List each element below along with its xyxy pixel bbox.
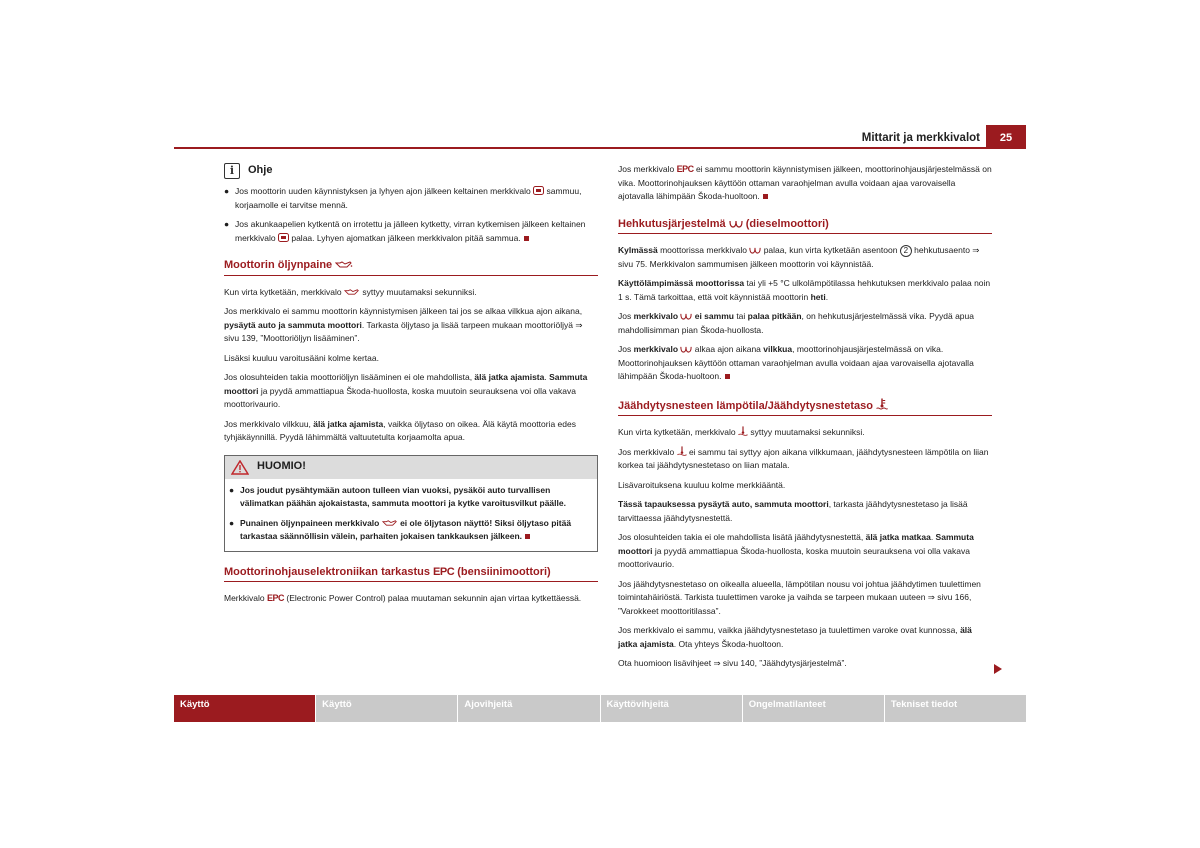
- left-column: [224, 163, 598, 612]
- note-bullet-2: ● Jos akunkaapelien kytkentä on irrotettu ja jälleen kytketty, virran kytkemisen jälkeen keltainen merkkivalo palaa. Lyhyen ajomatkan jälkeen merkkivalon pitää sammua.: [224, 219, 586, 243]
- glow-plug-icon: [680, 313, 692, 320]
- coolant-temperature-icon: [876, 398, 888, 410]
- info-icon: i: [224, 163, 240, 179]
- oil-p5: Jos merkkivalo vilkkuu, älä jatka ajamista, vaikka öljytaso on oikea. Älä käytä moottoria edes tyhjäkäynnillä. Pyydä lähimmältä valtuutetulta korjaamolta apua.: [224, 418, 576, 442]
- page-header: [174, 125, 1026, 149]
- epc-p1: Merkkivalo EPC (Electronic Power Control) palaa muutaman sekunnin ajan virtaa kytkettäessä.: [224, 593, 582, 603]
- oil-p4: Jos olosuhteiden takia moottoriöljyn lisääminen ei ole mahdollista, älä jatka ajamista. Sammuta moottori ja pyydä ammattiapua Škoda-huollosta, koska muutoin seurauksena voi olla vakava moottorivaurio.: [224, 372, 588, 409]
- glow-p3: Jos merkkivalo ei sammu tai palaa pitkään, on hehkutusjärjestelmässä vika. Pyydä apua mahdollisimman pian Škoda-huollosta.: [618, 311, 974, 335]
- oil-can-icon: [335, 260, 353, 269]
- oil-can-icon: [344, 288, 360, 296]
- glow-heading: Hehkutusjärjestelmä (dieselmoottori): [618, 218, 992, 235]
- warning-header: [225, 456, 597, 479]
- right-column: [618, 163, 992, 677]
- nav-tab-kayttovihjeita[interactable]: Käyttövihjeitä: [601, 695, 742, 722]
- coolant-heading: Jäähdytysnesteen lämpötila/Jäähdytysnestetaso: [618, 398, 992, 417]
- engine-warning-icon: [533, 186, 544, 195]
- coolant-p7: Jos merkkivalo ei sammu, vaikka jäähdytysnestetaso ja tuulettimen varoke ovat kunnossa, älä jatka ajamista. Ota yhteys Škoda-huoltoon.: [618, 625, 972, 649]
- note-label: Ohje: [248, 164, 273, 177]
- glow-p1: Kylmässä moottorissa merkkivalo palaa, kun virta kytketään asentoon 2 hehkutusaento ⇒ sivu 75. Merkkivalon sammumisen jälkeen moottorin voi käynnistää.: [618, 245, 980, 269]
- nav-tab-kaytto[interactable]: Käyttö: [316, 695, 457, 722]
- coolant-temperature-icon: [677, 446, 687, 456]
- oil-pressure-heading: Moottorin öljynpaine: [224, 259, 598, 276]
- end-mark: [725, 374, 730, 379]
- coolant-p8: Ota huomioon lisävihjeet ⇒ sivu 140, ”Jäähdytysjärjestelmä”.: [618, 658, 847, 668]
- glow-plug-icon: [729, 220, 743, 228]
- warning-bullet-1: ● Jos joudut pysähtymään autoon tulleen vian vuoksi, pysäköi auto turvallisen välimatkan päähän ajokaistasta, sammuta moottori ja kytke varoitusvilkut päälle.: [229, 484, 566, 508]
- glow-p4: Jos merkkivalo alkaa ajon aikana vilkkua, moottorinohjausjärjestelmässä on vika. Moottorinohjauksen käyttöön ottaman varaohjelman avulla voidaan ajaa varovaisella ajotavalla lähimpään Škoda-huoltoon.: [618, 344, 974, 381]
- epc-heading: Moottorinohjauselektroniikan tarkastus EPC (bensiinimoottori): [224, 566, 598, 583]
- epc-continued: Jos merkkivalo EPC ei sammu moottorin käynnistymisen jälkeen, moottorinohjausjärjestelmässä on vika. Moottorinohjauksen käyttöön ottaman varaohjelman avulla voidaan ajaa varovaisella ajotavalla lähimpään Škoda-huoltoon.: [618, 164, 992, 201]
- end-mark: [525, 534, 530, 539]
- epc-icon: EPC: [266, 593, 284, 603]
- glow-plug-icon: [749, 247, 761, 254]
- chapter-nav: [174, 695, 1026, 722]
- coolant-p5: Jos olosuhteiden takia ei ole mahdollista lisätä jäähdytysnestettä, älä jatka matkaa. Sammuta moottori ja pyydä ammattiapua Škoda-huollosta, koska muutoin seurauksena voi olla vakava moottorivaurio.: [618, 532, 974, 569]
- oil-p2: Jos merkkivalo ei sammu moottorin käynnistymisen jälkeen tai jos se alkaa vilkkua ajon aikana, pysäytä auto ja sammuta moottori. Tarkasta öljytaso ja lisää tarpeen mukaan moottoriöljyä ⇒ sivu 139, ”Moottoriöljyn lisääminen”.: [224, 306, 583, 343]
- next-page-arrow-icon[interactable]: [994, 664, 1002, 674]
- oil-can-icon: [382, 519, 398, 527]
- epc-icon: EPC: [676, 164, 694, 174]
- header-rule: [174, 147, 1026, 149]
- coolant-p3: Lisävaroituksena kuuluu kolme merkkiääntä.: [618, 479, 786, 490]
- coolant-p1: Kun virta kytketään, merkkivalo syttyy muutamaksi sekunniksi.: [618, 427, 865, 437]
- oil-p3: Lisäksi kuuluu varoitusääni kolme kertaa.: [224, 352, 379, 363]
- nav-tab-kaytto-active[interactable]: Käyttö: [174, 695, 315, 722]
- end-mark: [524, 236, 529, 241]
- coolant-temperature-icon: [738, 426, 748, 436]
- page-number: 25: [986, 125, 1026, 149]
- oil-p1: Kun virta kytketään, merkkivalo syttyy muutamaksi sekunniksi.: [224, 286, 477, 297]
- glow-p2: Käyttölämpimässä moottorissa tai yli +5 °C ulkolämpötilassa hehkutuksen merkkivalo palaa noin 1 s. Tämä tarkoittaa, että voit käynnistää moottorin heti.: [618, 278, 991, 302]
- note-bullet-1: ● Jos moottorin uuden käynnistyksen ja lyhyen ajon jälkeen keltainen merkkivalo sammuu, korjaamolle ei tarvitse mennä.: [224, 186, 582, 210]
- nav-tab-ajovihjeita[interactable]: Ajovihjeitä: [458, 695, 599, 722]
- warning-triangle-icon: [231, 460, 249, 475]
- section-title: Mittarit ja merkkivalot: [861, 132, 980, 144]
- coolant-p4: Tässä tapauksessa pysäytä auto, sammuta moottori, tarkasta jäähdytysnestetaso ja lisää tarvittaessa jäähdytysnestettä.: [618, 499, 968, 523]
- warning-bullet-2: ● Punainen öljynpaineen merkkivalo ei ole öljytason näyttö! Siksi öljytaso pitää tarkastaa säännöllisin välein, parhaiten jokaisen tankkauksen jälkeen.: [229, 517, 572, 541]
- note-header: [224, 163, 598, 179]
- epc-icon: EPC: [433, 565, 455, 578]
- nav-tab-ongelmatilanteet[interactable]: Ongelmatilanteet: [743, 695, 884, 722]
- warning-title: HUOMIO!: [257, 460, 306, 473]
- coolant-p2: Jos merkkivalo ei sammu tai syttyy ajon aikana vilkkumaan, jäähdytysnesteen lämpötila on liian korkea tai jäähdytysnestetaso on liian matala.: [618, 446, 989, 470]
- engine-warning-icon: [278, 233, 289, 242]
- warning-box: [224, 455, 598, 552]
- coolant-p6: Jos jäähdytysnestetaso on oikealla alueella, lämpötilan nousu voi johtua jäähdytimen tuulettimen toimintahäiriöstä. Tarkista tuulettimen varoke ja vaihda se tarpeen mukaan uuteen ⇒ sivu 166, ”Varokkeet moottoritilassa”.: [618, 578, 981, 616]
- nav-tab-tekniset-tiedot[interactable]: Tekniset tiedot: [885, 695, 1026, 722]
- glow-plug-icon: [680, 346, 692, 353]
- end-mark: [763, 194, 768, 199]
- warning-body: [225, 479, 597, 551]
- ignition-position-badge: 2: [900, 245, 912, 257]
